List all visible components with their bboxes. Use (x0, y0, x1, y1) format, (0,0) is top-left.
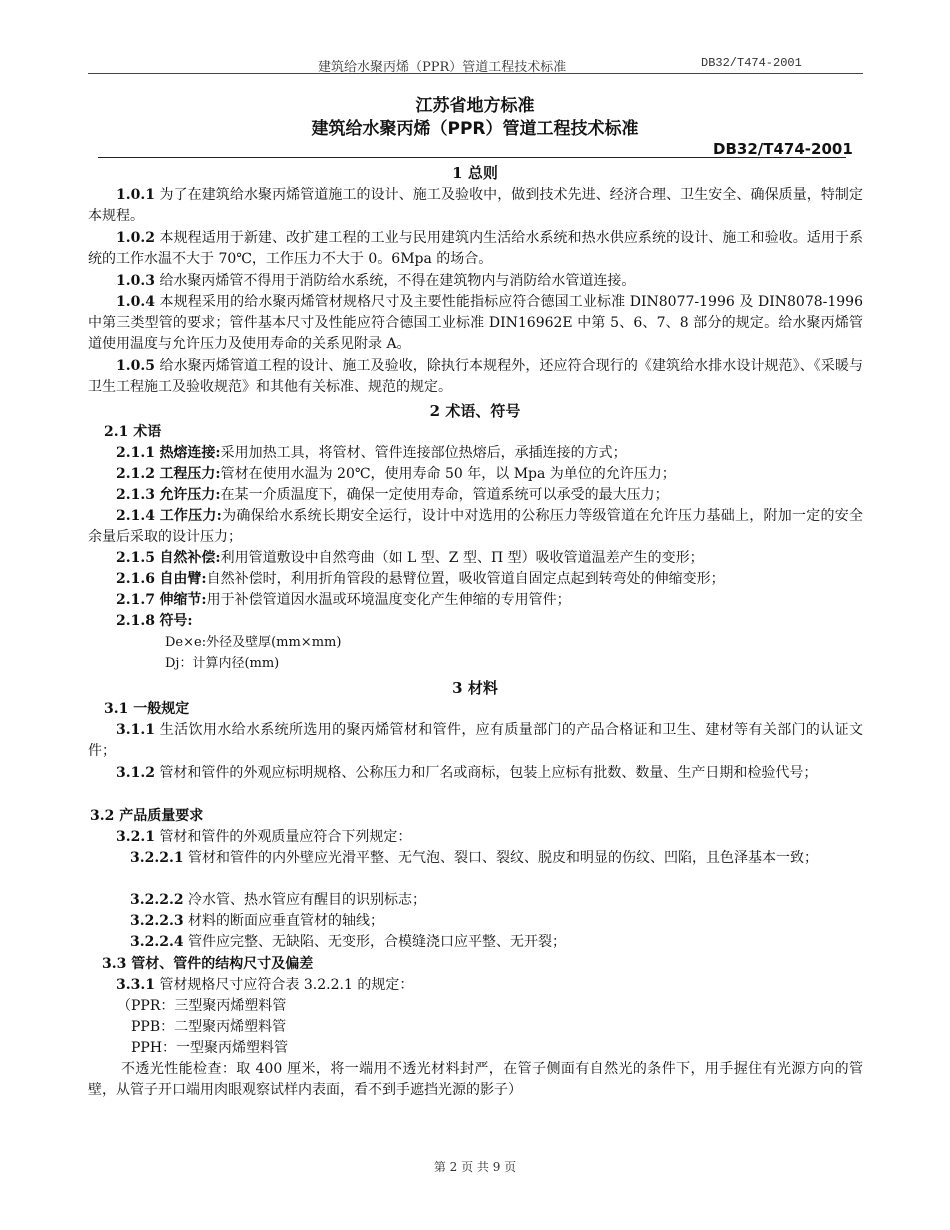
subsection-3-3-heading: 3.3 管材、管件的结构尺寸及偏差 (102, 956, 314, 972)
section-3-heading: 3 材料 (452, 679, 498, 697)
subsection-3-2-heading: 3.2 产品质量要求 (90, 808, 204, 824)
section-2-heading: 2 术语、符号 (429, 402, 521, 420)
document-title: 建筑给水聚丙烯（PPR）管道工程技术标准 (311, 119, 639, 139)
clause-3-3-1: 3.3.1 管材规格尺寸应符合表 3.2.2.1 的规定： (116, 977, 414, 993)
term-2-1-4: 2.1.4 工作压力:为确保给水系统长期安全运行，设计中对选用的公称压力等级管道在允许压力基础上，附加一定的安全余量后采取的设计压力； (88, 508, 864, 545)
term-2-1-7: 2.1.7 伸缩节:用于补偿管道因水温或环境温度变化产生伸缩的专用管件； (116, 592, 571, 608)
header-rule (88, 73, 863, 74)
clause-3-2-2-2: 3.2.2.2 冷水管、热水管应有醒目的识别标志； (130, 892, 427, 908)
clause-3-2-1: 3.2.1 管材和管件的外观质量应符合下列规定： (116, 829, 412, 845)
clause-1-0-4: 1.0.4 本规程采用的给水聚丙烯管材规格尺寸及主要性能指标应符合德国工业标准 DIN8077-1996 及 DIN8078-1996 中第三类型管的要求；管件基本尺寸及性能应符合德国工业标准 DIN16962E 中第 5、6、7、8 部分的规定。给水聚丙烯管道使用温度与允许压力及使用寿命的关系见附录 A。 (88, 294, 863, 352)
running-header-code: DB32/T474-2001 (701, 56, 802, 70)
running-header-title: 建筑给水聚丙烯（PPR）管道工程技术标准 (318, 60, 567, 75)
clause-3-2-2-4: 3.2.2.4 管件应完整、无缺陷、无变形，合模缝浇口应平整、无开裂； (130, 934, 567, 950)
clause-1-0-3: 1.0.3 给水聚丙烯管不得用于消防给水系统，不得在建筑物内与消防给水管道连接。 (116, 273, 636, 289)
symbol-dj: Dj：计算内径(mm) (165, 656, 280, 671)
clause-1-0-1: 1.0.1 为了在建筑给水聚丙烯管道施工的设计、施工及验收中，做到技术先进、经济合理、卫生安全、确保质量，特制定本规程。 (88, 187, 864, 224)
term-2-1-2: 2.1.2 工程压力:管材在使用水温为 20℃，使用寿命 50 年，以 Mpa 为单位的允许压力； (116, 466, 676, 482)
term-2-1-1: 2.1.1 热熔连接:采用加热工具，将管材、管件连接部位热熔后，承插连接的方式； (116, 445, 627, 461)
subsection-3-1-heading: 3.1 一般规定 (104, 701, 190, 717)
document-org: 江苏省地方标准 (415, 96, 535, 116)
clause-1-0-2: 1.0.2 本规程适用于新建、改扩建工程的工业与民用建筑内生活给水系统和热水供应系统的设计、施工和验收。适用于系统的工作水温不大于 70℃，工作压力不大于 0。6Mpa 的场合。 (88, 230, 864, 267)
title-rule (98, 157, 846, 158)
clause-3-1-2: 3.1.2 管材和管件的外观应标明规格、公称压力和厂名或商标，包装上应标有批数、数量、生产日期和检验代号； (116, 765, 818, 781)
clause-3-1-1: 3.1.1 生活饮用水给水系统所选用的聚丙烯管材和管件，应有质量部门的产品合格证和卫生、建材等有关部门的认证文件； (88, 722, 863, 759)
page-number: 第 2 页 共 9 页 (433, 1160, 517, 1174)
subsection-2-1-heading: 2.1 术语 (104, 424, 162, 440)
symbol-de-e: De×e:外径及壁厚(mm×mm) (165, 635, 342, 650)
clause-3-2-2-3: 3.2.2.3 材料的断面应垂直管材的轴线； (130, 913, 385, 929)
term-2-1-8: 2.1.8 符号: (116, 613, 193, 629)
opacity-test-note: 不透光性能检查：取 400 厘米，将一端用不透光材料封严，在管子侧面有自然光的条件下，用手握住有光源方向的管壁，从管子开口端用肉眼观察试样内表面，看不到手遮挡光源的影子） (88, 1061, 863, 1098)
ppb-definition: PPB：二型聚丙烯塑料管 (131, 1019, 287, 1035)
section-1-heading: 1 总则 (452, 164, 498, 182)
term-2-1-6: 2.1.6 自由臂:自然补偿时，利用折角管段的悬臂位置，吸收管道自固定点起到转弯处的伸缩变形； (116, 571, 725, 587)
clause-1-0-5: 1.0.5 给水聚丙烯管道工程的设计、施工及验收，除执行本规程外，还应符合现行的《建筑给水排水设计规范》、《采暖与卫生工程施工及验收规范》和其他有关标准、规范的规定。 (88, 358, 864, 395)
ppr-definition: （PPR：三型聚丙烯塑料管 (117, 998, 287, 1014)
clause-3-2-2-1: 3.2.2.1 管材和管件的内外壁应光滑平整、无气泡、裂口、裂纹、脱皮和明显的伤纹、凹陷，且色泽基本一致； (130, 850, 819, 866)
term-2-1-3: 2.1.3 允许压力:在某一介质温度下，确保一定使用寿命，管道系统可以承受的最大压力； (116, 487, 669, 503)
pph-definition: PPH：一型聚丙烯塑料管 (131, 1040, 289, 1056)
document-code: DB32/T474-2001 (713, 140, 853, 158)
term-2-1-5: 2.1.5 自然补偿:利用管道敷设中自然弯曲（如 L 型、Z 型、Π 型）吸收管道温差产生的变形； (116, 550, 704, 566)
